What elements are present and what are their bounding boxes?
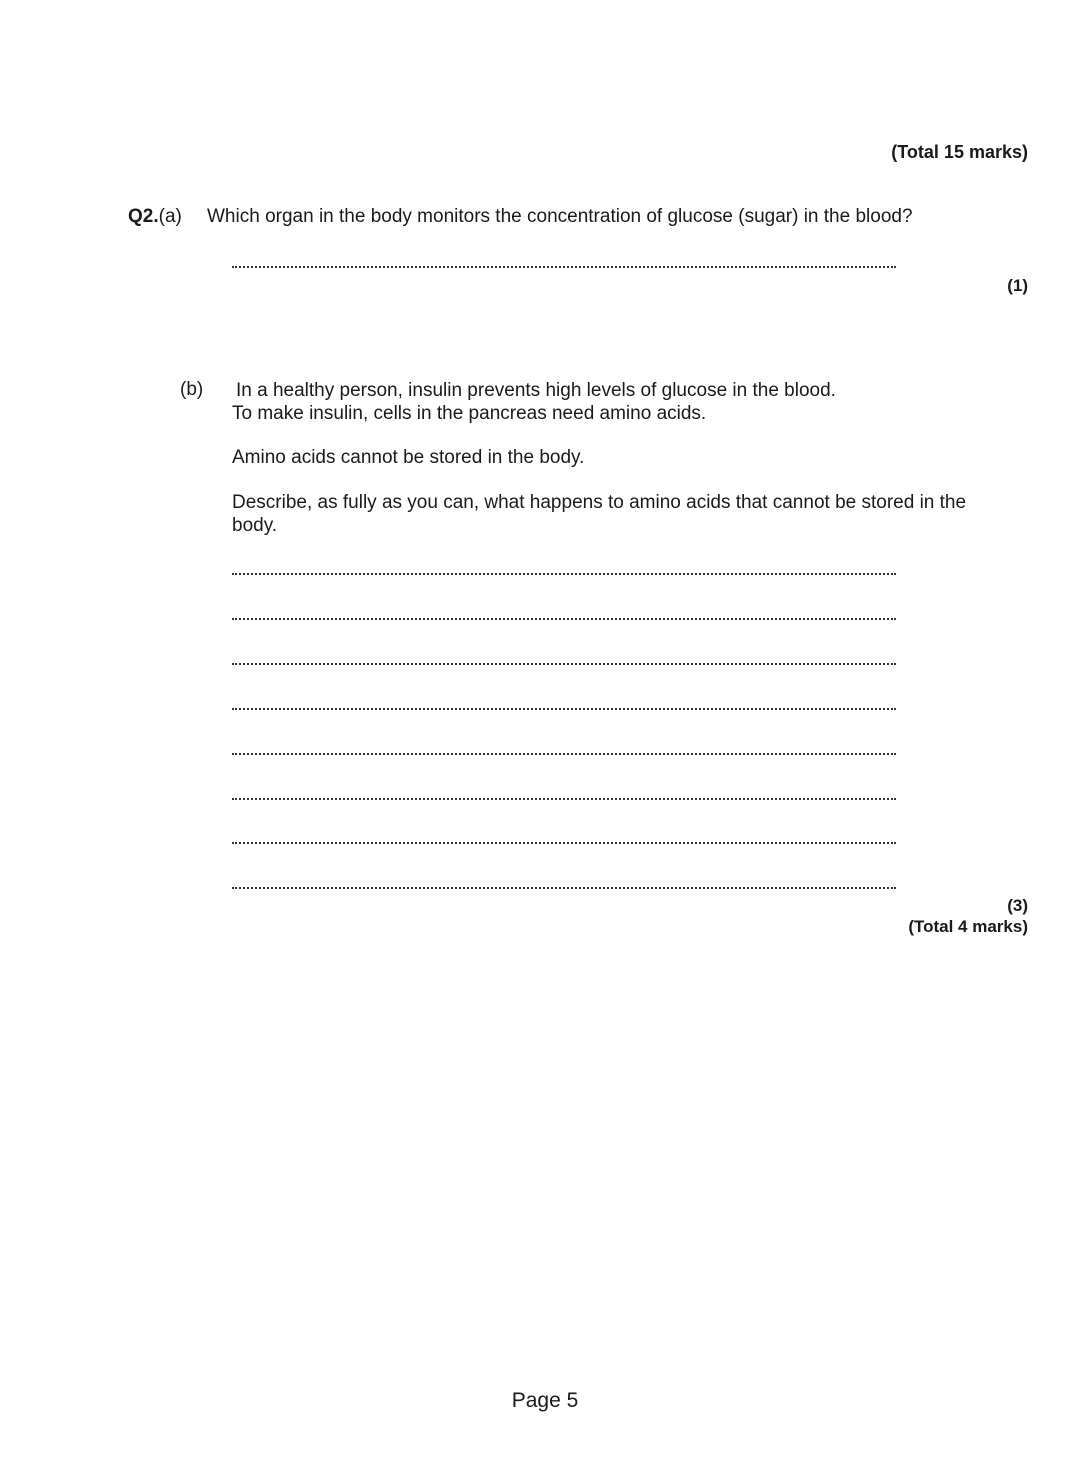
part-b-marks: (3) bbox=[1007, 896, 1028, 915]
part-b-statement: Amino acids cannot be stored in the body. bbox=[232, 447, 585, 468]
part-a-question-text: Which organ in the body monitors the concentration of glucose (sugar) in the blood? bbox=[207, 206, 913, 227]
page-number: Page 5 bbox=[511, 1389, 579, 1412]
question-number-label: Q2. bbox=[128, 206, 159, 227]
part-b-label: (b) bbox=[180, 379, 204, 400]
part-b-answer-line[interactable] bbox=[232, 887, 896, 889]
part-b-intro bbox=[232, 379, 992, 425]
part-b-marks-block bbox=[908, 895, 1028, 937]
part-b-answer-line[interactable] bbox=[232, 663, 896, 665]
part-a-label: (a) bbox=[158, 206, 182, 227]
part-b-answer-line[interactable] bbox=[232, 798, 896, 800]
part-b-answer-line[interactable] bbox=[232, 753, 896, 755]
question-number bbox=[128, 206, 182, 228]
part-b-intro-line2: To make insulin, cells in the pancreas need amino acids. bbox=[232, 403, 707, 424]
previous-total-marks: (Total 15 marks) bbox=[891, 142, 1028, 162]
part-b-intro-line1: In a healthy person, insulin prevents high levels of glucose in the blood. bbox=[236, 380, 836, 401]
part-a-marks: (1) bbox=[1007, 276, 1028, 295]
part-b-prompt: Describe, as fully as you can, what happens to amino acids that cannot be stored in the body. bbox=[232, 492, 967, 536]
part-a-answer-line[interactable] bbox=[232, 266, 896, 268]
part-b-answer-line[interactable] bbox=[232, 708, 896, 710]
part-b-answer-line[interactable] bbox=[232, 842, 896, 844]
part-b-answer-line[interactable] bbox=[232, 573, 896, 575]
part-b-answer-line[interactable] bbox=[232, 618, 896, 620]
question-total-marks: (Total 4 marks) bbox=[908, 917, 1028, 936]
